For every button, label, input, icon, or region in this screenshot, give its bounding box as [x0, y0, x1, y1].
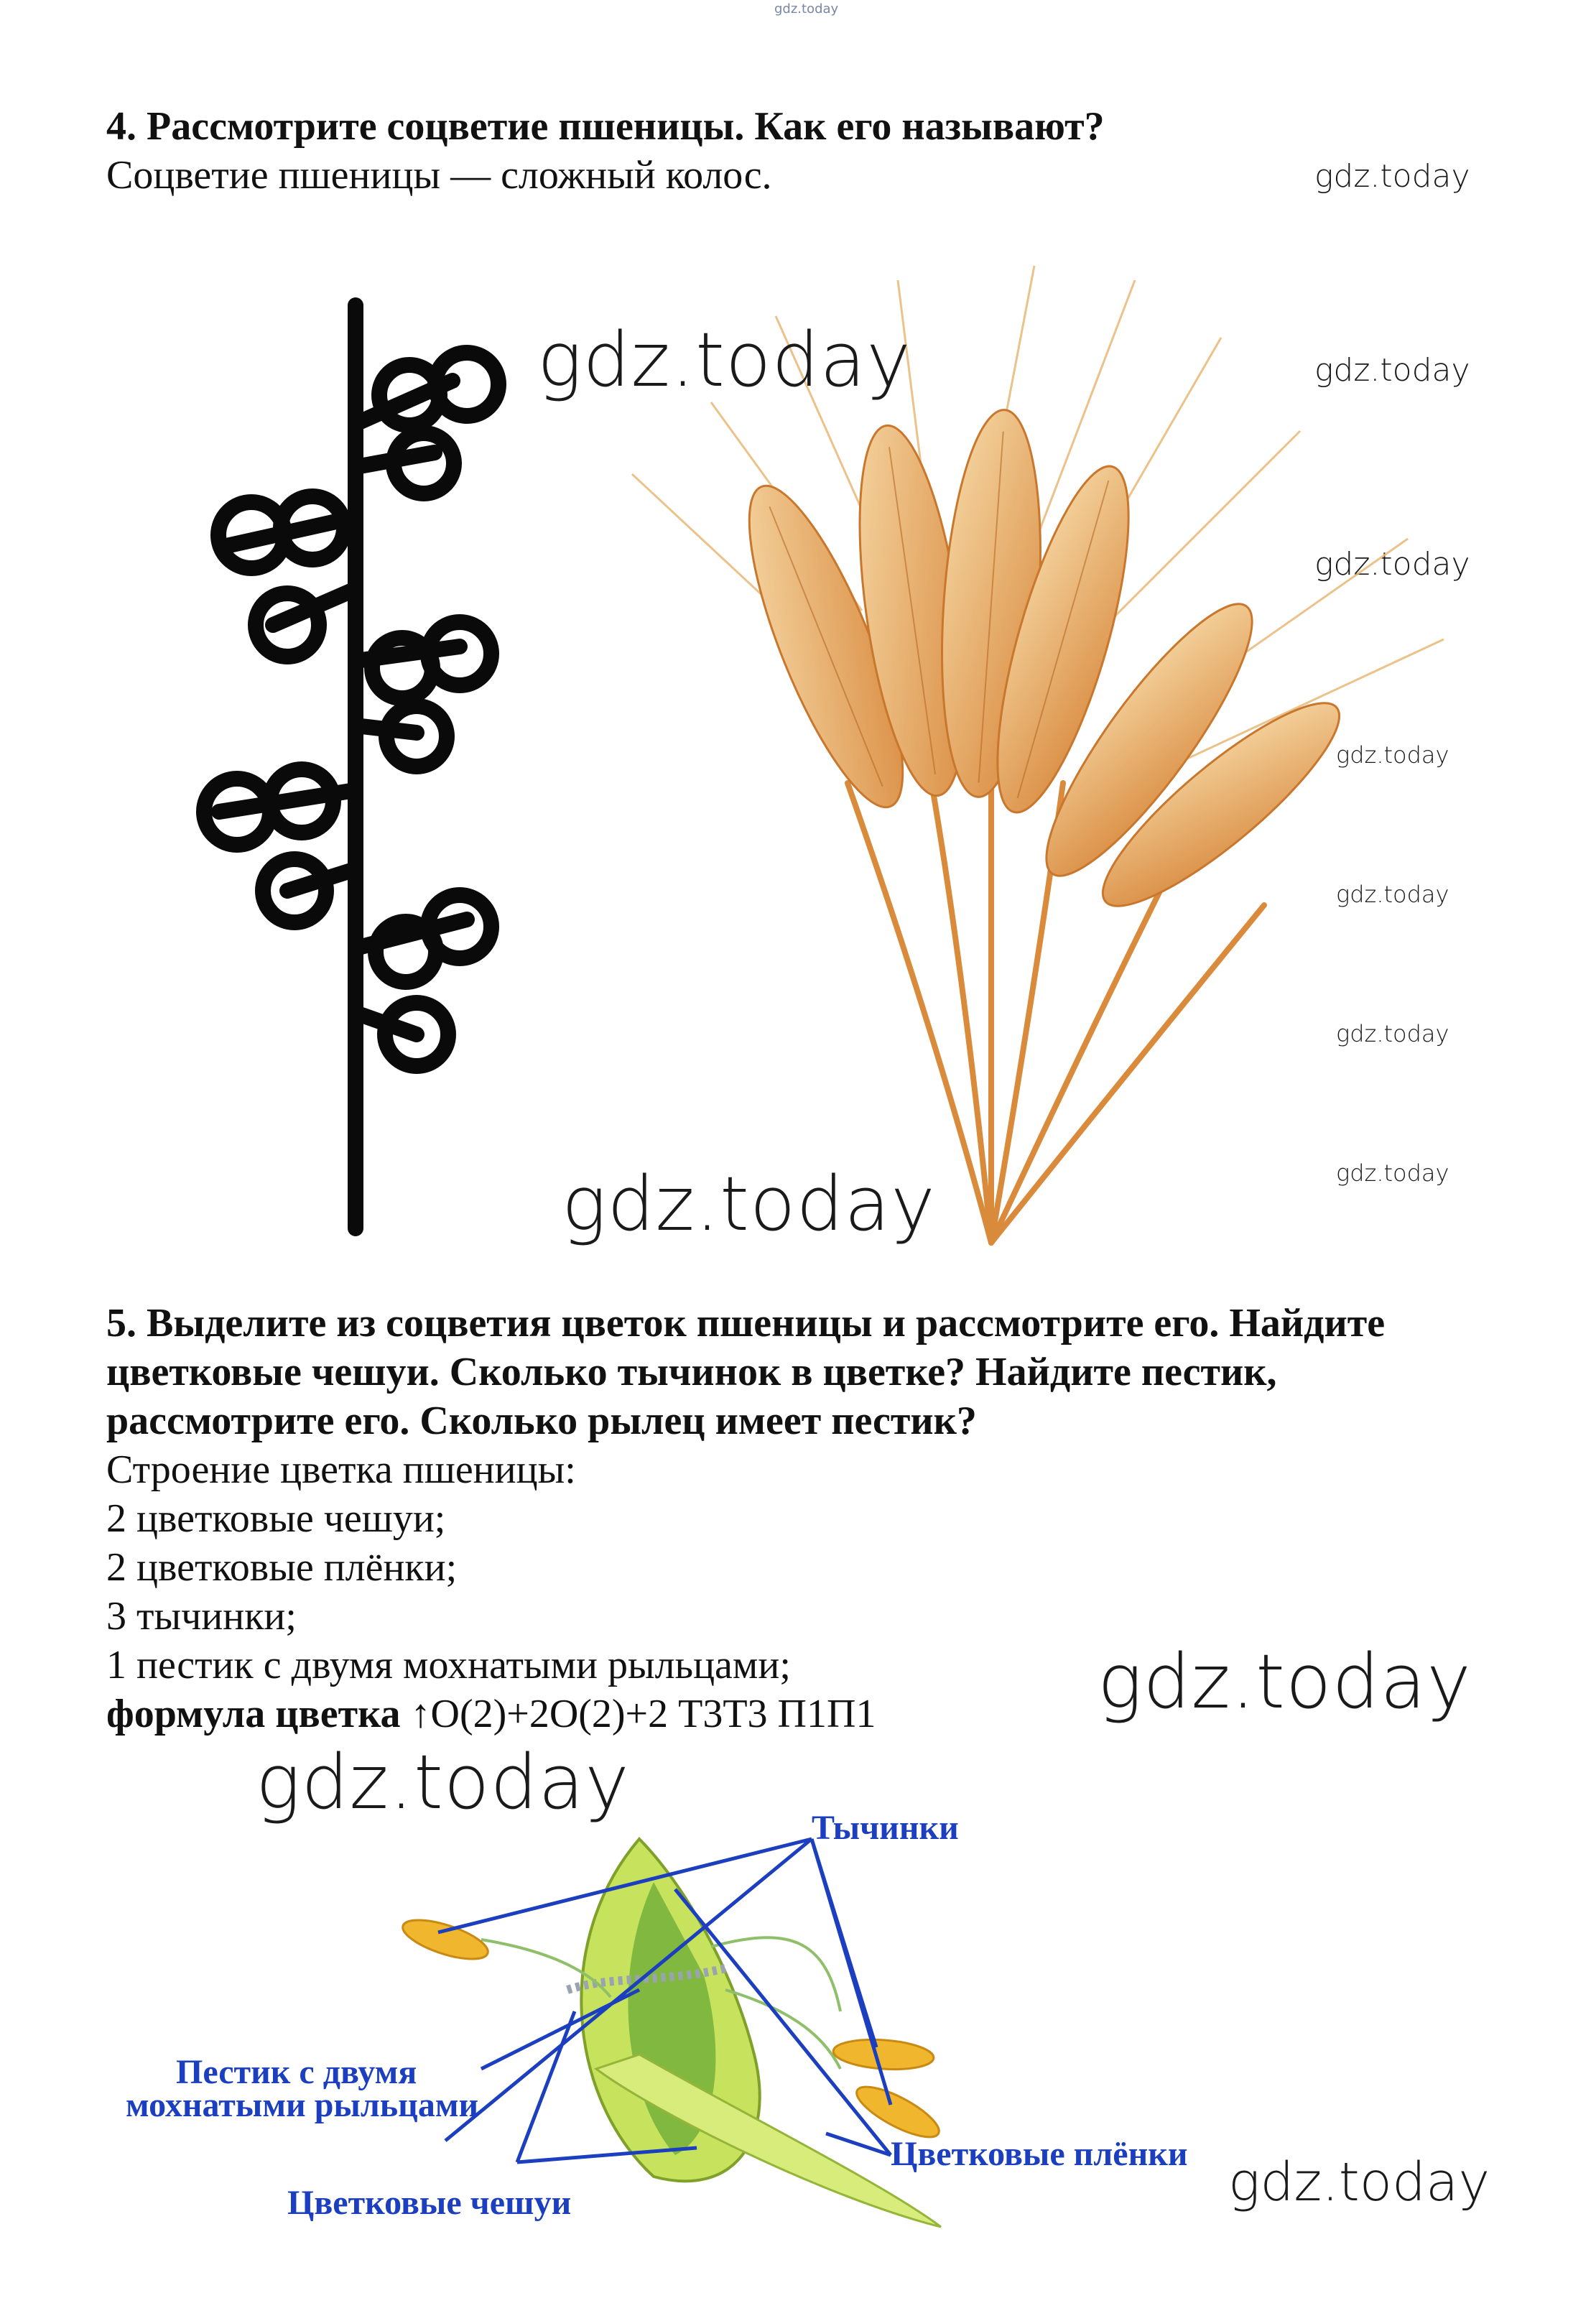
label-lodicules: Цветковые плёнки	[891, 2135, 1188, 2173]
watermark-right-3: gdz.today	[1314, 546, 1470, 583]
watermark-right-5: gdz.today	[1336, 881, 1449, 908]
answer-line-2: 2 цветковые чешуи;	[106, 1496, 446, 1541]
watermark-big-3: gdz.today	[1098, 1638, 1472, 1725]
watermark-right-2: gdz.today	[1314, 352, 1470, 389]
answer-line-5: 1 пестик с двумя мохнатыми рыльцами;	[106, 1643, 791, 1687]
label-pistil-line-2: мохнатыми рыльцами	[126, 2086, 479, 2124]
watermark-bottom-right: gdz.today	[1228, 2151, 1490, 2213]
watermark-big-2: gdz.today	[562, 1160, 936, 1248]
flower-formula-value: ↑О(2)+2О(2)+2 Т3Т3 П1П1	[410, 1692, 876, 1736]
question-5-title-line-3: рассмотрите его. Сколько рылец имеет пестик?	[106, 1399, 977, 1443]
question-5-title-line-1: 5. Выделите из соцветия цветок пшеницы и рассмотрите его. Найдите	[106, 1301, 1386, 1345]
question-4-answer: Соцветие пшеницы — сложный колос.	[106, 153, 772, 198]
watermark-big-1: gdz.today	[537, 316, 911, 404]
compound-spike-schematic	[158, 287, 560, 1243]
question-4	[106, 102, 1471, 200]
watermark-right-6: gdz.today	[1336, 1020, 1449, 1047]
watermark-right-1: gdz.today	[1314, 158, 1470, 195]
question-5-title-line-2: цветковые чешуи. Сколько тычинок в цветке? Найдите пестик,	[106, 1350, 1277, 1394]
watermark-big-4: gdz.today	[256, 1738, 630, 1826]
watermark-right-4: gdz.today	[1336, 741, 1449, 769]
answer-line-3: 2 цветковые плёнки;	[106, 1545, 458, 1590]
answer-line-1: Строение цветка пшеницы:	[106, 1447, 576, 1492]
label-pistil-line-1: Пестик с двумя	[176, 2053, 417, 2091]
question-4-title: 4. Рассмотрите соцветие пшеницы. Как его называют?	[106, 104, 1105, 149]
answer-line-4: 3 тычинки;	[106, 1594, 297, 1639]
top-watermark: gdz.today	[774, 1, 839, 17]
label-scales: Цветковые чешуи	[287, 2184, 572, 2222]
watermark-right-7: gdz.today	[1336, 1159, 1449, 1187]
flower-formula-label: формула цветка	[106, 1692, 401, 1736]
label-stamens: Тычинки	[812, 1809, 959, 1847]
